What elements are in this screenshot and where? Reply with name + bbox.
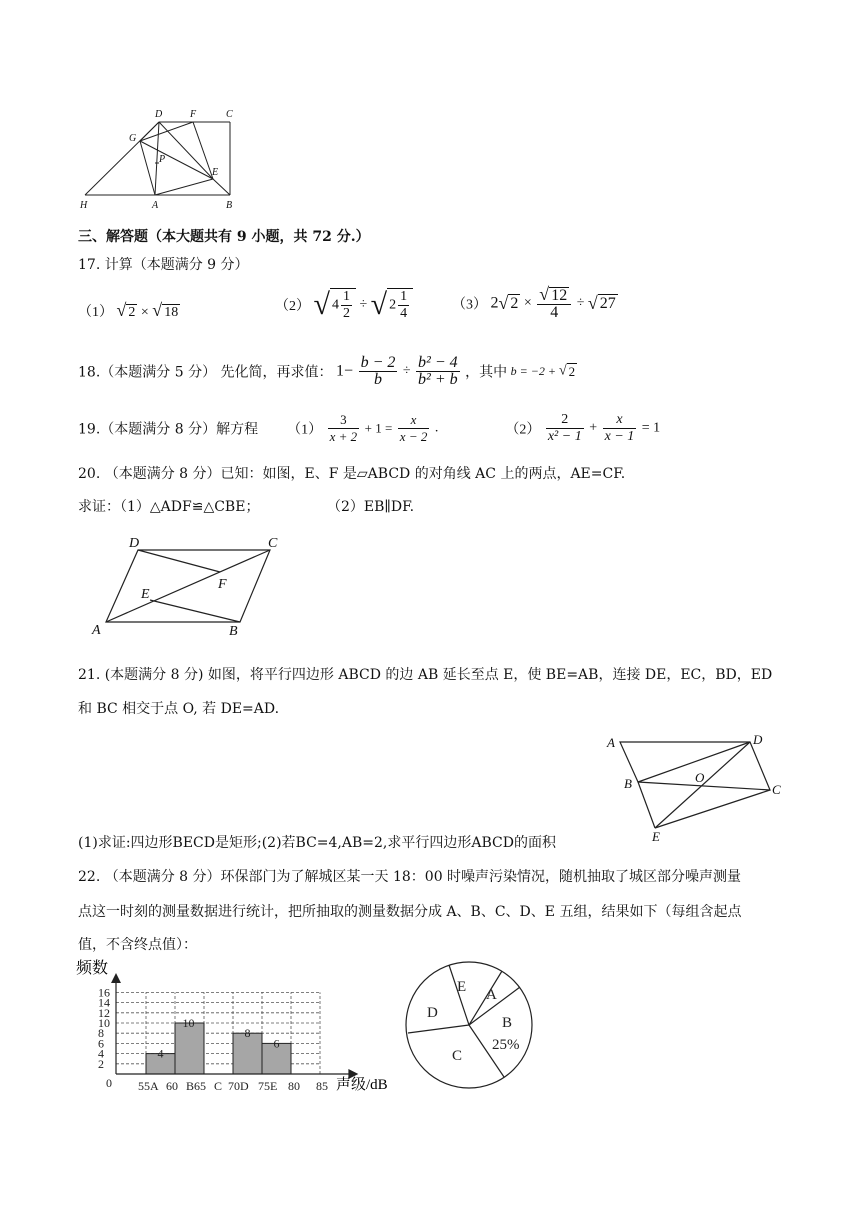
- hist-bar-label-E: 6: [273, 1036, 280, 1051]
- pie-label-C: C: [452, 1048, 463, 1064]
- pie-label-E: E: [457, 979, 467, 995]
- pt20-B: B: [229, 624, 238, 639]
- hist-ytick: 10: [98, 1016, 110, 1030]
- q17-part2: （2） √ 4 $\frac{1}{2}$ ÷ √ 2 $\frac{1}{4}$: [275, 288, 413, 322]
- q17-heading: 17. 计算（本题满分 9 分）: [78, 257, 249, 273]
- pt-F: F: [190, 109, 197, 120]
- pie-label-D: D: [427, 1005, 438, 1021]
- pt20-A: A: [92, 623, 101, 638]
- figure-parallelogram-q20: [88, 536, 288, 641]
- pt21-A: A: [607, 735, 615, 750]
- section-title: 三、解答题（本大题共有 9 小题，共 72 分.）: [78, 229, 370, 245]
- hist-xtick: 85: [316, 1079, 328, 1093]
- hist-ylabel: 频数: [76, 960, 109, 977]
- pie-label-B-pct: 25%: [492, 1037, 520, 1053]
- pt-B: B: [226, 200, 233, 210]
- pt21-B: B: [624, 776, 632, 791]
- q18: 18.（本题满分 5 分） 先化简，再求值： 1− $\frac{b - 2}{b}$ ÷ $\frac{\text{b² − 4}}{\text{b² + b}}$ ，其中 b = −2 + √ 2: [78, 354, 576, 388]
- figure-parallelogram-q21: [600, 730, 790, 845]
- q17-part1: （1） √ 2 × √ 18: [78, 300, 179, 320]
- pt20-C: C: [268, 536, 278, 551]
- hist-ytick: 0: [106, 1076, 112, 1090]
- hist-ytick: 16: [98, 985, 110, 1000]
- hist-bar-label-D: 8: [244, 1026, 251, 1041]
- pie-divider-5: [408, 1025, 469, 1033]
- pt-D: D: [155, 109, 163, 120]
- q22-line2: 点这一时刻的测量数据进行统计，把所抽取的测量数据分成 A、B、C、D、E 五组，结果如下（每组含起点: [78, 904, 742, 920]
- hist-ytick: 14: [98, 995, 110, 1010]
- pt-E: E: [212, 167, 219, 178]
- pt20-D: D: [129, 536, 140, 551]
- pt-H: H: [80, 200, 88, 210]
- pie-divider-1: [449, 965, 469, 1025]
- pie-label-A: A: [486, 987, 497, 1003]
- q22-line3: 值，不含终点值）：: [78, 937, 197, 953]
- pt20-E: E: [141, 587, 150, 602]
- pt-C: C: [226, 109, 233, 120]
- pt21-O: O: [695, 770, 705, 785]
- pt-P: P: [159, 154, 166, 165]
- q21-line2: 和 BC 相交于点 O, 若 DE=AD.: [78, 701, 280, 717]
- q22-line1: 22. （本题满分 8 分）环保部门为了解城区某一天 18：00 时噪声污染情况，随机抽取了城区部分噪声测量: [78, 869, 742, 885]
- hist-xtick: 60: [166, 1079, 178, 1093]
- q17-part3: （3） 2√ 2 × $\frac{√ 12}{4}$ ÷ √ 27: [452, 284, 616, 321]
- pie-chart: [400, 956, 540, 1096]
- pt-A: A: [152, 200, 159, 210]
- pt21-E: E: [652, 829, 660, 844]
- q19: 19.（本题满分 8 分）解方程 （1） $\frac{3}{x + 2}$ + 1 = $\frac{x}{x - 2}$ . （2） $\frac{2}{\text{x² − 1}}$ + $\frac{x}{x - 1}$ = 1: [78, 412, 661, 444]
- hist-bar-label-B: 10: [182, 1016, 195, 1030]
- pt21-D: D: [753, 732, 763, 747]
- q20-line1: 20. （本题满分 8 分）已知：如图，E、F 是▱ABCD 的对角线 AC 上的两点，AE=CF.: [78, 466, 626, 482]
- pt-G: G: [129, 133, 137, 144]
- hist-xtick: 80: [288, 1079, 300, 1093]
- pt20-F: F: [218, 577, 227, 592]
- hist-ytick: 2: [98, 1056, 104, 1071]
- q21-line3: (1)求证:四边形BECD是矩形;(2)若BC=4,AB=2,求平行四边形ABCD的面积: [78, 835, 556, 851]
- hist-bar-B: [175, 1023, 204, 1074]
- pie-label-B: B: [502, 1015, 513, 1031]
- hist-bar-label-A: 4: [157, 1046, 164, 1061]
- hist-xtick: B65: [186, 1079, 207, 1093]
- hist-ytick: 4: [98, 1046, 104, 1061]
- q20-line2b: （2）EB∥DF.: [327, 499, 415, 515]
- q20-line2a: 求证：（1）△ADF≌△CBE；: [78, 499, 260, 515]
- hist-ytick: 8: [98, 1026, 104, 1041]
- pt21-C: C: [772, 782, 781, 797]
- hist-xtick: 55A: [138, 1079, 159, 1093]
- hist-xtick: C: [214, 1079, 223, 1093]
- figure-square-triangle: [75, 105, 245, 210]
- hist-y-arrow: [112, 974, 120, 982]
- hist-xlabel: 声级/dB: [336, 1077, 388, 1093]
- q21-line1: 21. (本题满分 8 分) 如图，将平行四边形 ABCD 的边 AB 延长至点 E，使 BE=AB，连接 DE，EC，BD，ED: [78, 667, 773, 683]
- hist-ytick: 12: [98, 1005, 110, 1020]
- histogram-chart: [74, 956, 404, 1096]
- hist-xtick: 75E: [258, 1079, 278, 1093]
- hist-xtick: 70D: [228, 1079, 249, 1093]
- hist-ytick: 6: [98, 1036, 104, 1051]
